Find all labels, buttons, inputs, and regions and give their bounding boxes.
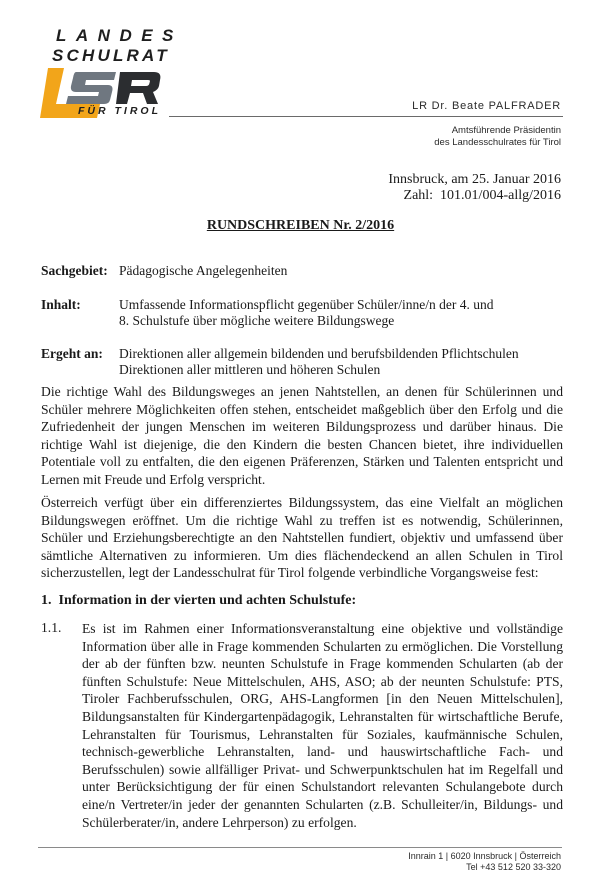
paragraph-line: Bildungswegen eröffnet. Um die richtige Wahl zu treffen ist es notwendig, Schülerinnen, — [41, 512, 563, 528]
paragraph-line: Die richtige Wahl des Bildungsweges an jenen Nahtstellen, an denen für Schülerinnen und — [41, 384, 563, 399]
meta-value-ergeht-line: Direktionen aller allgemein bildenden und berufsbildenden Pflichtschulen — [119, 346, 519, 361]
official-name: LR Dr. Beate PALFRADER — [412, 100, 561, 112]
official-role-line-2: des Landesschulrates für Tirol — [434, 137, 561, 148]
footer-phone: Tel +43 512 520 33-320 — [466, 862, 561, 872]
header-divider — [169, 116, 563, 117]
footer — [408, 851, 561, 873]
date-block — [388, 172, 561, 204]
logo-text-fuer-tirol: FÜR TIROL — [78, 105, 161, 117]
paragraph-line: sicherzustellen, legt der Landesschulrat für Tirol folgende verbindliche Vorgangsweise fest: — [41, 565, 539, 581]
logo-text-schulrat: SCHULRAT — [52, 46, 170, 65]
meta-label-ergeht-an: Ergeht an: — [41, 346, 103, 361]
paragraph-austria — [41, 494, 563, 582]
lsr-logo — [40, 26, 183, 122]
item-line: Schülerberater/in, andere Lehrperson) zu erfolgen. — [82, 814, 357, 830]
logo-text-landes: LANDES — [56, 26, 183, 45]
meta-label-inhalt: Inhalt: — [41, 297, 81, 312]
paragraph-line: sämtliche Alternativen zu informieren. Um dies flächendeckend an allen Schulen in Tirol — [41, 547, 563, 563]
paragraph-intro — [41, 383, 563, 489]
item-line: Bildungsanstalten für Kindergartenpädagogik, Lehranstalten für wirtschaftliche Berufe, — [82, 708, 563, 724]
item-line: technisch-gewerbliche Lehranstalten, land- und hauswirtschaftliche Fach- und — [82, 744, 563, 760]
item-number: 1.1. — [41, 620, 62, 635]
paragraph-line: Schüler mehrere Möglichkeiten offen stehen, entscheidet maßgeblich über den Erfolg und die — [41, 401, 563, 417]
item-line: Berufsschulen) sowie allfälliger Privat- und Schwerpunktschulen hat im Regelfall und — [82, 761, 563, 777]
paragraph-line: Lernen mit Freude und Erfolg verspricht. — [41, 471, 266, 487]
footer-address: Innrain 1 | 6020 Innsbruck | Österreich — [408, 851, 561, 861]
paragraph-line: Schüler und Erziehungsberechtigte an den Nahtstellen fundiert, objektiv und umfassend über — [41, 530, 563, 546]
meta-value-inhalt-line: 8. Schulstufe über mögliche weitere Bildungswege — [119, 313, 395, 328]
meta-label-sachgebiet: Sachgebiet: — [41, 263, 108, 278]
section-heading: 1. Information in der vierten und achten Schulstufe: — [41, 593, 357, 608]
paragraph-line: Potentiale voll zu entfalten, die den eigenen Präferenzen, Stärken und Talenten entspricht und — [41, 454, 563, 470]
item-body — [82, 620, 563, 831]
paragraph-line: richtige Wahl ist diejenige, die den Kindern die besten Chancen bietet, ihre individuellen — [41, 436, 563, 452]
item-line: fünften Schulstufe: Neue Mittelschulen, AHS, ASO; ab der neunten Schulstufe: PTS, — [82, 673, 563, 689]
meta-value-inhalt-line: Umfassende Informationspflicht gegenüber Schüler/inne/n der 4. und — [119, 297, 494, 312]
item-line: Es ist im Rahmen einer Informationsveranstaltung eine objektive und vollständige — [82, 621, 563, 636]
paragraph-line: Zufriedenheit der jungen Menschen im weiteren Bildungsprozess und darüber hinaus. Die — [41, 419, 563, 435]
official-role — [434, 125, 561, 149]
item-line: Tiroler Fachberufsschulen, ORG, AHS-Langformen [in den Neuen Mittelschulen], — [82, 691, 563, 707]
item-line: der ab der fünften bzw. neunten Schulstufe in Frage kommenden Schularten (ab der — [82, 656, 563, 672]
document-title: RUNDSCHREIBEN Nr. 2/2016 — [206, 218, 395, 233]
item-line: unter Berücksichtigung der für einen Schulstandort relevanten Schulangebote durch — [82, 779, 563, 795]
meta-value-ergeht-line: Direktionen aller mittleren und höheren Schulen — [119, 362, 381, 377]
paragraph-line: Österreich verfügt über ein differenziertes Bildungssystem, das eine Vielfalt an möglichen — [41, 495, 563, 510]
meta-value-sachgebiet: Pädagogische Angelegenheiten — [119, 263, 288, 278]
item-line: Information über alle in Frage kommenden Schularten zu ermöglichen. Die Vorstellung — [82, 638, 563, 654]
official-role-line-1: Amtsführende Präsidentin — [451, 125, 561, 136]
place-date: Innsbruck, am 25. Januar 2016 — [388, 172, 561, 187]
item-line: eine/n Vertreter/in jeder der genannten Schularten (z.B. Schulleiter/in, Bildungs- und — [82, 796, 563, 812]
footer-divider — [38, 847, 562, 848]
item-line: Lehranstalten für Tourismus, Lehranstalten für Soziales, kaufmännische Schulen, — [82, 726, 563, 742]
reference-number: Zahl: 101.01/004-allg/2016 — [403, 188, 561, 203]
